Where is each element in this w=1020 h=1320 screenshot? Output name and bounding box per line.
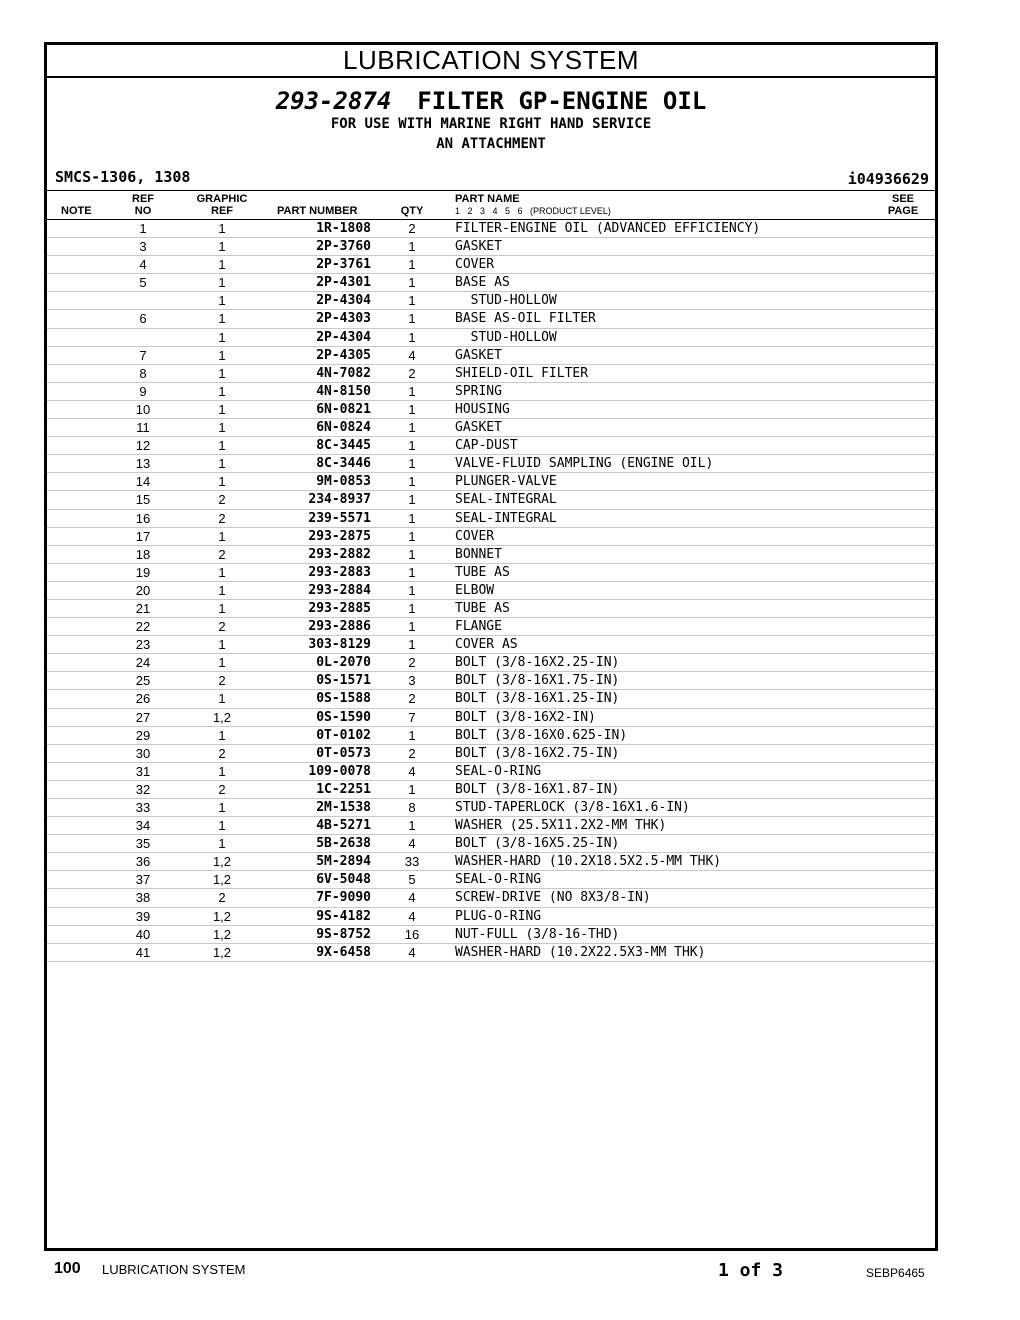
part-number: 0L-2070	[316, 655, 371, 671]
qty: 4	[408, 944, 416, 960]
table-row	[47, 329, 935, 347]
ref-no: 31	[135, 763, 151, 779]
qty: 8	[408, 800, 416, 815]
graphic-ref: 1	[218, 474, 226, 490]
graphic-ref: 1	[218, 239, 226, 255]
qty: 1	[408, 383, 416, 399]
part-name: GASKET	[455, 347, 502, 363]
ref-no: 13	[135, 456, 151, 472]
smcs-code: SMCS-1306, 1308	[55, 168, 191, 186]
table-row	[47, 853, 935, 871]
table-row	[47, 383, 935, 401]
group-subtitle-1: FOR USE WITH MARINE RIGHT HAND SERVICE	[330, 116, 652, 132]
ref-no: 14	[135, 474, 151, 490]
ref-no: 29	[135, 727, 151, 743]
part-name: SEAL-INTEGRAL	[455, 510, 557, 526]
parts-page-frame	[44, 42, 938, 1251]
group-title-line	[47, 88, 935, 114]
table-row	[47, 437, 935, 455]
ref-no: 37	[135, 872, 151, 888]
ref-no: 15	[135, 492, 151, 508]
part-number: 7F-9090	[316, 890, 371, 906]
section-title: LUBRICATION SYSTEM	[47, 45, 935, 78]
table-row	[47, 347, 935, 365]
ref-no: 8	[139, 365, 147, 381]
table-row	[47, 636, 935, 654]
part-number: 1R-1808	[316, 221, 371, 236]
graphic-ref: 1	[218, 401, 226, 417]
part-number: 109-0078	[308, 763, 371, 779]
part-name: COVER AS	[455, 637, 518, 653]
graphic-ref: 1	[218, 800, 226, 815]
ref-no: 18	[135, 546, 151, 562]
table-row	[47, 727, 935, 745]
part-name: FILTER-ENGINE OIL (ADVANCED EFFICIENCY)	[455, 221, 761, 236]
graphic-ref: 2	[218, 510, 226, 526]
table-row	[47, 473, 935, 491]
graphic-ref: 1	[218, 818, 226, 834]
part-name: STUD-HOLLOW	[455, 293, 557, 309]
part-name: BASE AS-OIL FILTER	[455, 311, 596, 327]
graphic-ref: 1,2	[212, 908, 232, 924]
qty: 1	[408, 401, 416, 417]
header-graphic-bottom: REF	[211, 205, 233, 217]
qty: 3	[408, 673, 416, 689]
graphic-ref: 2	[218, 745, 226, 761]
part-name: TUBE AS	[455, 564, 510, 580]
part-name: FLANGE	[455, 619, 502, 635]
qty: 1	[408, 257, 416, 273]
footer-sheet: 1 of 3	[718, 1260, 784, 1281]
qty: 1	[408, 275, 416, 291]
part-name: BOLT (3/8-16X2.75-IN)	[455, 745, 620, 761]
table-row	[47, 745, 935, 763]
part-number: 239-5571	[308, 510, 371, 526]
table-row	[47, 455, 935, 473]
part-name: BOLT (3/8-16X2.25-IN)	[455, 655, 620, 671]
part-number: 4N-8150	[316, 383, 371, 399]
qty: 4	[408, 763, 416, 779]
table-row	[47, 709, 935, 727]
part-name: SEAL-O-RING	[455, 872, 542, 888]
table-header	[47, 190, 935, 220]
header-part-number: PART NUMBER	[277, 205, 358, 217]
qty: 1	[408, 818, 416, 834]
ref-no: 1	[139, 221, 147, 236]
part-number: 2P-3761	[316, 257, 371, 273]
part-name: PLUG-O-RING	[455, 908, 542, 924]
graphic-ref: 1	[218, 329, 226, 345]
header-see-bottom: PAGE	[887, 205, 919, 217]
qty: 1	[408, 329, 416, 345]
graphic-ref: 1	[218, 528, 226, 544]
table-row	[47, 419, 935, 437]
part-number: 8C-3446	[316, 456, 371, 472]
ref-no: 24	[135, 655, 151, 671]
table-row	[47, 672, 935, 690]
part-number: 2P-4304	[316, 293, 371, 309]
ref-no: 11	[136, 420, 150, 436]
part-name: PLUNGER-VALVE	[455, 474, 557, 490]
graphic-ref: 1	[218, 836, 226, 852]
part-name: GASKET	[455, 420, 502, 436]
header-see-top: SEE	[891, 193, 914, 205]
ref-no: 41	[135, 944, 151, 960]
ref-no: 10	[135, 401, 151, 417]
ref-no: 6	[139, 311, 147, 327]
part-name: NUT-FULL (3/8-16-THD)	[455, 926, 620, 942]
header-graphic-top: GRAPHIC	[196, 193, 248, 205]
part-name: SEAL-O-RING	[455, 763, 542, 779]
graphic-ref: 1	[218, 582, 226, 598]
part-name: COVER	[455, 257, 495, 273]
part-name: BOLT (3/8-16X1.87-IN)	[455, 781, 620, 797]
part-name: BOLT (3/8-16X2-IN)	[455, 709, 596, 725]
ref-no: 12	[135, 438, 151, 454]
part-name: VALVE-FLUID SAMPLING (ENGINE OIL)	[455, 456, 714, 472]
part-number: 2P-4305	[316, 347, 371, 363]
ref-no: 21	[135, 600, 151, 616]
ref-no: 39	[135, 908, 151, 924]
part-number: 303-8129	[308, 637, 371, 653]
part-name: STUD-HOLLOW	[455, 329, 557, 345]
part-name: BOLT (3/8-16X1.75-IN)	[455, 673, 620, 689]
qty: 1	[408, 727, 416, 743]
part-number: 0S-1588	[316, 691, 371, 707]
part-number: 0S-1590	[316, 709, 371, 725]
table-row	[47, 238, 935, 256]
ref-no: 17	[135, 528, 151, 544]
part-name: STUD-TAPERLOCK (3/8-16X1.6-IN)	[455, 800, 690, 815]
part-number: 293-2882	[308, 546, 371, 562]
table-row	[47, 799, 935, 817]
qty: 1	[408, 546, 416, 562]
table-row	[47, 835, 935, 853]
part-number: 0S-1571	[316, 673, 371, 689]
ref-no: 33	[135, 800, 151, 815]
graphic-ref: 1,2	[212, 872, 232, 888]
part-name: WASHER (25.5X11.2X2-MM THK)	[455, 818, 667, 834]
qty: 1	[408, 311, 416, 327]
table-row	[47, 763, 935, 781]
table-row	[47, 274, 935, 292]
graphic-ref: 1	[218, 293, 226, 309]
part-name: SPRING	[455, 383, 502, 399]
qty: 2	[408, 365, 416, 381]
ref-no: 22	[135, 619, 151, 635]
qty: 4	[408, 836, 416, 852]
header-product-level: 1 2 3 4 5 6 (PRODUCT LEVEL)	[455, 206, 611, 216]
graphic-ref: 2	[218, 890, 226, 906]
qty: 1	[408, 239, 416, 255]
part-name: BOLT (3/8-16X0.625-IN)	[455, 727, 628, 743]
qty: 1	[408, 564, 416, 580]
table-row	[47, 220, 935, 238]
ref-no: 9	[139, 383, 147, 399]
table-row	[47, 817, 935, 835]
header-note: NOTE	[61, 205, 92, 217]
part-number: 8C-3445	[316, 438, 371, 454]
part-number: 293-2883	[308, 564, 371, 580]
ref-no: 26	[135, 691, 151, 707]
group-header	[47, 88, 935, 154]
group-subtitle-2: AN ATTACHMENT	[436, 136, 546, 152]
part-number: 2P-4304	[316, 329, 371, 345]
graphic-ref: 1	[218, 763, 226, 779]
part-number: 4N-7082	[316, 365, 371, 381]
graphic-ref: 1	[218, 564, 226, 580]
ref-no: 38	[135, 890, 151, 906]
part-name: BONNET	[455, 546, 502, 562]
part-number: 9S-8752	[316, 926, 371, 942]
part-number: 2P-4301	[316, 275, 371, 291]
table-row	[47, 546, 935, 564]
part-number: 0T-0102	[316, 727, 371, 743]
graphic-ref: 1	[218, 275, 226, 291]
ref-no: 20	[135, 582, 151, 598]
graphic-ref: 1	[218, 655, 226, 671]
qty: 1	[408, 293, 416, 309]
graphic-ref: 1	[218, 420, 226, 436]
illustration-id: i04936629	[847, 170, 929, 188]
table-row	[47, 582, 935, 600]
part-name: BASE AS	[455, 275, 510, 291]
qty: 2	[408, 745, 416, 761]
graphic-ref: 1	[218, 727, 226, 743]
part-number: 2M-1538	[316, 800, 371, 815]
part-name: ELBOW	[455, 582, 495, 598]
part-number: 4B-5271	[316, 818, 371, 834]
part-number: 293-2875	[308, 528, 371, 544]
qty: 1	[408, 438, 416, 454]
qty: 1	[408, 781, 416, 797]
qty: 1	[408, 474, 416, 490]
part-name: SCREW-DRIVE (NO 8X3/8-IN)	[455, 890, 651, 906]
ref-no: 35	[135, 836, 151, 852]
header-ref-bottom: NO	[134, 205, 152, 217]
table-row	[47, 292, 935, 310]
table-row	[47, 654, 935, 672]
graphic-ref: 1,2	[212, 854, 232, 870]
qty: 4	[408, 347, 416, 363]
ref-no: 5	[139, 275, 147, 291]
qty: 1	[408, 582, 416, 598]
graphic-ref: 2	[218, 781, 226, 797]
table-row	[47, 889, 935, 907]
graphic-ref: 1	[218, 456, 226, 472]
part-name: WASHER-HARD (10.2X18.5X2.5-MM THK)	[455, 854, 722, 870]
ref-no: 25	[135, 673, 151, 689]
table-row	[47, 401, 935, 419]
table-row	[47, 926, 935, 944]
graphic-ref: 1	[218, 257, 226, 273]
ref-no: 32	[135, 781, 151, 797]
ref-no: 40	[135, 926, 151, 942]
table-row	[47, 600, 935, 618]
graphic-ref: 1,2	[212, 944, 232, 960]
graphic-ref: 1,2	[212, 926, 232, 942]
ref-no: 4	[139, 257, 147, 273]
part-number: 2P-4303	[316, 311, 371, 327]
graphic-ref: 1	[218, 600, 226, 616]
qty: 4	[408, 890, 416, 906]
part-number: 2P-3760	[316, 239, 371, 255]
ref-no: 16	[135, 510, 151, 526]
ref-no: 36	[135, 854, 151, 870]
qty: 1	[408, 528, 416, 544]
part-name: SEAL-INTEGRAL	[455, 492, 557, 508]
table-row	[47, 365, 935, 383]
graphic-ref: 1	[218, 383, 226, 399]
ref-no: 34	[135, 818, 151, 834]
part-number: 6N-0821	[316, 401, 371, 417]
part-number: 9S-4182	[316, 908, 371, 924]
graphic-ref: 1	[218, 311, 226, 327]
qty: 1	[408, 510, 416, 526]
part-name: HOUSING	[455, 401, 510, 417]
graphic-ref: 1	[218, 347, 226, 363]
graphic-ref: 2	[218, 673, 226, 689]
table-row	[47, 510, 935, 528]
graphic-ref: 2	[218, 492, 226, 508]
part-name: BOLT (3/8-16X1.25-IN)	[455, 691, 620, 707]
qty: 33	[404, 854, 420, 870]
ref-no: 30	[135, 745, 151, 761]
ref-no: 27	[135, 709, 151, 725]
qty: 5	[408, 872, 416, 888]
part-number: 0T-0573	[316, 745, 371, 761]
qty: 7	[408, 709, 416, 725]
qty: 4	[408, 908, 416, 924]
part-number: 6V-5048	[316, 872, 371, 888]
parts-table	[47, 220, 935, 962]
graphic-ref: 1	[218, 691, 226, 707]
part-number: 9M-0853	[316, 474, 371, 490]
qty: 1	[408, 456, 416, 472]
qty: 2	[408, 691, 416, 707]
part-name: CAP-DUST	[455, 438, 518, 454]
ref-no: 3	[139, 239, 147, 255]
part-name: TUBE AS	[455, 600, 510, 616]
part-number: 293-2884	[308, 582, 371, 598]
table-row	[47, 871, 935, 889]
graphic-ref: 2	[218, 619, 226, 635]
ref-no: 23	[135, 637, 151, 653]
table-row	[47, 564, 935, 582]
graphic-ref: 1,2	[212, 709, 232, 725]
ref-no: 19	[135, 564, 151, 580]
footer-section: LUBRICATION SYSTEM	[102, 1262, 246, 1277]
header-ref-top: REF	[132, 193, 154, 205]
footer-doc-number: SEBP6465	[866, 1266, 925, 1280]
graphic-ref: 1	[218, 438, 226, 454]
qty: 16	[404, 926, 420, 942]
graphic-ref: 1	[218, 637, 226, 653]
ref-no: 7	[139, 347, 147, 363]
qty: 1	[408, 492, 416, 508]
part-number: 234-8937	[308, 492, 371, 508]
header-qty: QTY	[400, 205, 424, 217]
part-number: 293-2886	[308, 619, 371, 635]
qty: 1	[408, 420, 416, 436]
footer-page-number: 100	[54, 1260, 81, 1277]
qty: 1	[408, 600, 416, 616]
qty: 1	[408, 619, 416, 635]
table-row	[47, 908, 935, 926]
header-part-name: PART NAME	[455, 193, 520, 205]
table-row	[47, 528, 935, 546]
part-number: 9X-6458	[316, 944, 371, 960]
part-number: 5B-2638	[316, 836, 371, 852]
qty: 2	[408, 221, 416, 236]
part-name: COVER	[455, 528, 495, 544]
graphic-ref: 1	[218, 365, 226, 381]
table-row	[47, 618, 935, 636]
graphic-ref: 2	[218, 546, 226, 562]
part-name: BOLT (3/8-16X5.25-IN)	[455, 836, 620, 852]
part-number: 1C-2251	[316, 781, 371, 797]
table-row	[47, 256, 935, 274]
graphic-ref: 1	[218, 221, 226, 236]
part-number: 5M-2894	[316, 854, 371, 870]
part-name: SHIELD-OIL FILTER	[455, 365, 589, 381]
table-row	[47, 310, 935, 328]
table-row	[47, 491, 935, 509]
table-row	[47, 944, 935, 962]
part-number: 293-2885	[308, 600, 371, 616]
group-part-number: 293-2874	[275, 87, 392, 115]
part-number: 6N-0824	[316, 420, 371, 436]
part-name: GASKET	[455, 239, 502, 255]
part-name: WASHER-HARD (10.2X22.5X3-MM THK)	[455, 944, 706, 960]
qty: 2	[408, 655, 416, 671]
table-row	[47, 690, 935, 708]
group-name: FILTER GP-ENGINE OIL	[417, 87, 707, 115]
qty: 1	[408, 637, 416, 653]
table-row	[47, 781, 935, 799]
